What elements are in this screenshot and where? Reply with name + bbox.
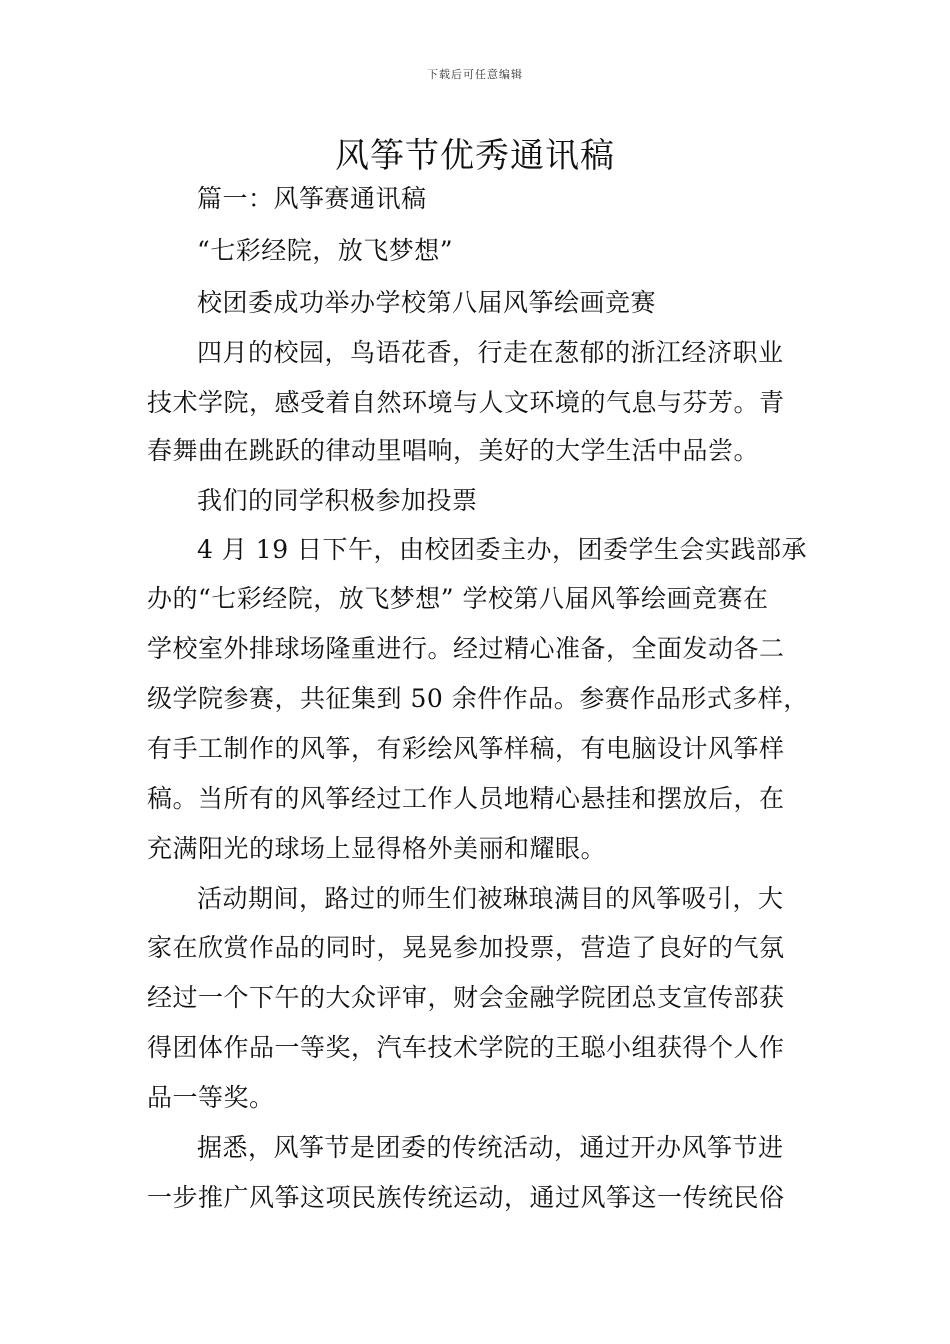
page-header-note: 下载后可任意编辑 — [427, 68, 523, 81]
paragraph-line: 品一等奖。 — [147, 1083, 275, 1112]
paragraph-line: 活动期间，路过的师生们被琳琅满目的风筝吸引，大 — [197, 884, 784, 913]
paragraph-line: 得团体作品一等奖，汽车技术学院的王聪小组获得个人作 — [147, 1033, 785, 1062]
paragraph-line: 据悉，风筝节是团委的传统活动，通过开办风筝节进 — [197, 1133, 784, 1162]
paragraph-line: 家在欣赏作品的同时，晃晃参加投票，营造了良好的气氛 — [147, 933, 785, 962]
paragraph-line: 稿。当所有的风筝经过工作人员地精心悬挂和摆放后，在 — [147, 784, 785, 813]
section-heading: 篇一：风筝赛通讯稿 — [197, 184, 427, 213]
slogan-line: “七彩经院，放飞梦想” — [197, 236, 454, 265]
paragraph-line: 有手工制作的风筝，有彩绘风筝样稿，有电脑设计风筝样 — [147, 734, 785, 763]
paragraph-line: 4 月 19 日下午，由校团委主办，团委学生会实践部承 — [197, 535, 808, 564]
paragraph-line: 级学院参赛，共征集到 50 余件作品。参赛作品形式多样， — [147, 684, 809, 713]
paragraph-line: 办的“七彩经院，放飞梦想” 学校第八届风筝绘画竞赛在 — [147, 584, 769, 613]
paragraph-line: 技术学院，感受着自然环境与人文环境的气息与芬芳。青 — [147, 388, 785, 417]
paragraph-line: 春舞曲在跳跃的律动里唱响，美好的大学生活中品尝。 — [147, 436, 760, 465]
paragraph-line: 学校室外排球场隆重进行。经过精心准备，全面发动各二 — [147, 634, 785, 663]
paragraph-line: 一步推广风筝这项民族传统运动，通过风筝这一传统民俗 — [147, 1183, 785, 1212]
paragraph-line: 我们的同学积极参加投票 — [197, 486, 478, 515]
document-title: 风筝节优秀通讯稿 — [335, 136, 615, 176]
paragraph-line: 充满阳光的球场上显得格外美丽和耀眼。 — [147, 834, 607, 863]
paragraph-line: 经过一个下午的大众评审，财会金融学院团总支宣传部获 — [147, 983, 785, 1012]
subtitle-line: 校团委成功举办学校第八届风筝绘画竞赛 — [197, 288, 657, 317]
paragraph-line: 四月的校园，鸟语花香，行走在葱郁的浙江经济职业 — [197, 338, 784, 367]
